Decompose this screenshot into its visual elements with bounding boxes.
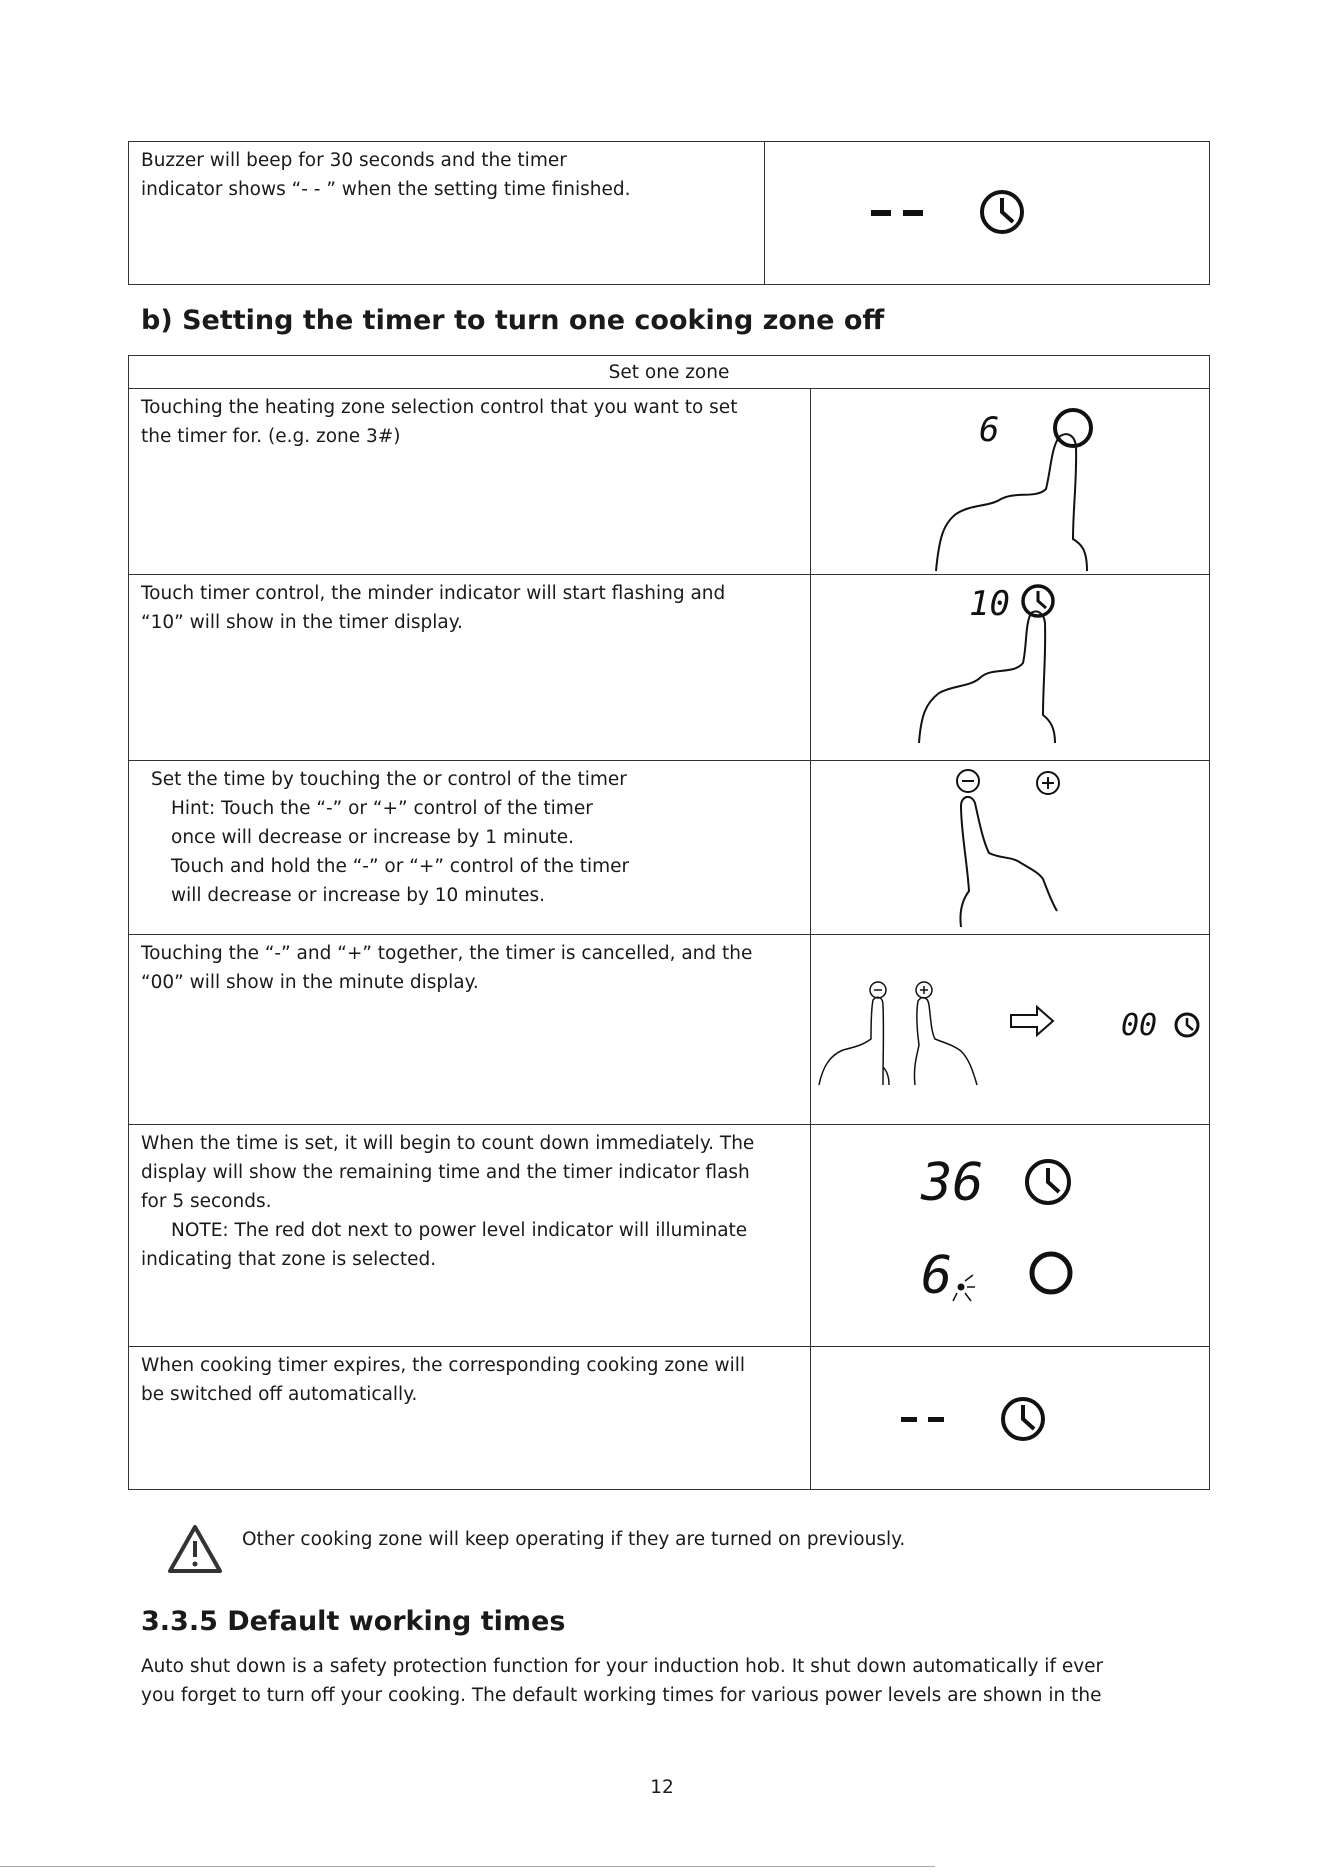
table-row <box>129 935 811 1125</box>
zone-power-display: 6 <box>979 410 1000 450</box>
table-row <box>129 1125 811 1347</box>
plus-minus-illustration <box>811 761 1210 935</box>
zone-select-illustration <box>811 389 1210 575</box>
hint-line: Touch and hold the “-” or “+” control of the timer <box>171 856 630 877</box>
power-level-display: 6 <box>921 1246 953 1306</box>
arrow-right-icon <box>1011 1007 1053 1035</box>
cancel-timer-figure <box>811 935 1210 1125</box>
pointing-hand-icon <box>936 434 1087 571</box>
warning-text: Other cooking zone will keep operating if they are turned on previously. <box>242 1529 906 1550</box>
dash-clock-display <box>765 142 1210 285</box>
text-line: Touch timer control, the minder indicator will start flashing and <box>141 583 726 604</box>
timer-finished-figure <box>765 142 1210 285</box>
zone-ring-icon <box>1032 1254 1070 1292</box>
text-line: When the time is set, it will begin to count down immediately. The <box>141 1133 755 1154</box>
paragraph-line: Auto shut down is a safety protection function for your induction hob. It shut down automatically if ever <box>141 1656 1104 1677</box>
timer-touch-illustration <box>811 575 1210 761</box>
cancel-timer-illustration <box>811 935 1210 1125</box>
timer-touch-figure <box>811 575 1210 761</box>
text-line: Buzzer will beep for 30 seconds and the timer <box>141 150 567 171</box>
note-line: NOTE: The red dot next to power level indicator will illuminate <box>171 1220 748 1241</box>
minus-icon <box>870 982 886 998</box>
zone-select-figure <box>811 389 1210 575</box>
dash-clock-display <box>811 1347 1210 1490</box>
clock-icon <box>982 192 1022 232</box>
note-line: indicating that zone is selected. <box>141 1249 437 1270</box>
zone-ring-icon <box>1055 410 1091 446</box>
clock-icon <box>1176 1014 1198 1036</box>
section-335-heading: 3.3.5 Default working times <box>141 1606 566 1637</box>
text-line: indicator shows “- - ” when the setting time finished. <box>141 179 631 200</box>
table-title: Set one zone <box>129 356 1210 389</box>
table-row <box>129 1347 811 1490</box>
warning-icon <box>166 1523 224 1575</box>
plus-icon <box>916 982 932 998</box>
text-line: “10” will show in the timer display. <box>141 612 463 633</box>
hint-line: Hint: Touch the “-” or “+” control of the timer <box>171 798 593 819</box>
hint-line: once will decrease or increase by 1 minute. <box>171 827 575 848</box>
text-line: When cooking timer expires, the corresponding cooking zone will <box>141 1355 745 1376</box>
page-number: 12 <box>650 1777 674 1798</box>
text-line: Touching the “-” and “+” together, the timer is cancelled, and the <box>141 943 753 964</box>
dash-segment <box>928 1417 944 1422</box>
timer-finished-text <box>129 142 765 285</box>
countdown-figure <box>811 1125 1210 1347</box>
remaining-time-display: 36 <box>921 1153 984 1213</box>
pointing-hand-icon <box>919 611 1055 743</box>
clock-icon <box>1003 1399 1043 1439</box>
left-hand-icon <box>819 997 889 1085</box>
table-row <box>129 575 811 761</box>
countdown-illustration <box>811 1125 1210 1347</box>
table-row <box>129 389 811 575</box>
plus-icon <box>1037 772 1059 794</box>
timer-expired-figure <box>811 1347 1210 1490</box>
timer-finished-table <box>128 141 1210 285</box>
dash-segment <box>901 1417 917 1422</box>
set-one-zone-table <box>128 355 1210 1490</box>
text-line: Set the time by touching the or control of the timer <box>151 769 627 790</box>
minus-icon <box>957 770 979 792</box>
timer-display: 00 <box>1121 1008 1158 1043</box>
text-line: be switched off automatically. <box>141 1384 418 1405</box>
paragraph-line: you forget to turn off your cooking. The default working times for various power levels are shown in the <box>141 1685 1102 1706</box>
text-line: “00” will show in the minute display. <box>141 972 479 993</box>
footer-divider <box>0 1866 935 1867</box>
red-dot-indicator-icon <box>953 1275 975 1301</box>
dash-segment <box>871 210 891 216</box>
clock-icon <box>1027 1161 1069 1203</box>
timer-display: 10 <box>969 584 1010 624</box>
plus-minus-figure <box>811 761 1210 935</box>
text-line: display will show the remaining time and the timer indicator flash <box>141 1162 750 1183</box>
pointing-hand-icon <box>960 797 1057 927</box>
text-line: for 5 seconds. <box>141 1191 272 1212</box>
table-row <box>129 761 811 935</box>
text-line: the timer for. (e.g. zone 3#) <box>141 426 401 447</box>
text-line: Touching the heating zone selection control that you want to set <box>141 397 738 418</box>
right-hand-icon <box>914 998 977 1085</box>
dash-segment <box>903 210 923 216</box>
hint-line: will decrease or increase by 10 minutes. <box>171 885 545 906</box>
section-b-heading: b) Setting the timer to turn one cooking zone off <box>141 305 885 336</box>
